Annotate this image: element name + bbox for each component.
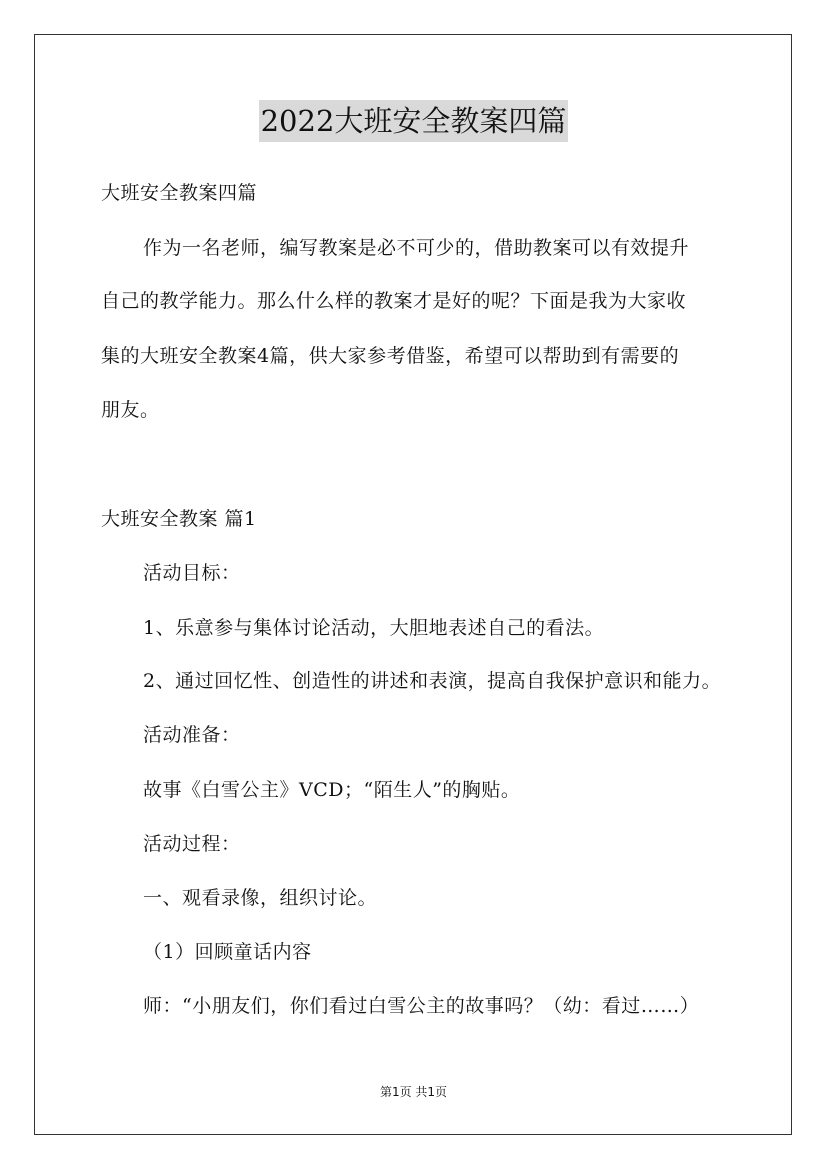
paragraph-line: 活动目标： xyxy=(143,562,241,584)
paragraph-line: 1、乐意参与集体讨论活动，大胆地表述自己的看法。 xyxy=(143,617,605,639)
document-title-wrap xyxy=(0,100,827,142)
paragraph-line: 活动准备： xyxy=(143,724,241,746)
paragraph-line: 朋友。 xyxy=(101,399,160,421)
document-title: 2022大班安全教案四篇 xyxy=(259,100,569,142)
paragraph-line: 集的大班安全教案4篇，供大家参考借鉴，希望可以帮助到有需要的 xyxy=(101,345,680,367)
paragraph-line: 师：“小朋友们，你们看过白雪公主的故事吗？（幼：看过……） xyxy=(143,995,700,1017)
paragraph-line: 作为一名老师，编写教案是必不可少的，借助教案可以有效提升 xyxy=(143,237,690,259)
paragraph-line: 故事《白雪公主》VCD；“陌生人”的胸贴。 xyxy=(143,779,521,801)
paragraph-line: 活动过程： xyxy=(143,833,241,855)
page-footer: 第1页 共1页 xyxy=(379,1085,448,1099)
paragraph-line: 一、观看录像，组织讨论。 xyxy=(143,887,378,909)
section-heading: 大班安全教案 篇1 xyxy=(101,508,257,530)
paragraph-line: 自己的教学能力。那么什么样的教案才是好的呢？下面是我为大家收 xyxy=(101,290,687,312)
paragraph-line: 2、通过回忆性、创造性的讲述和表演，提高自我保护意识和能力。 xyxy=(143,670,722,692)
doc-heading: 大班安全教案四篇 xyxy=(101,182,258,204)
paragraph-line: （1）回顾童话内容 xyxy=(143,941,312,963)
